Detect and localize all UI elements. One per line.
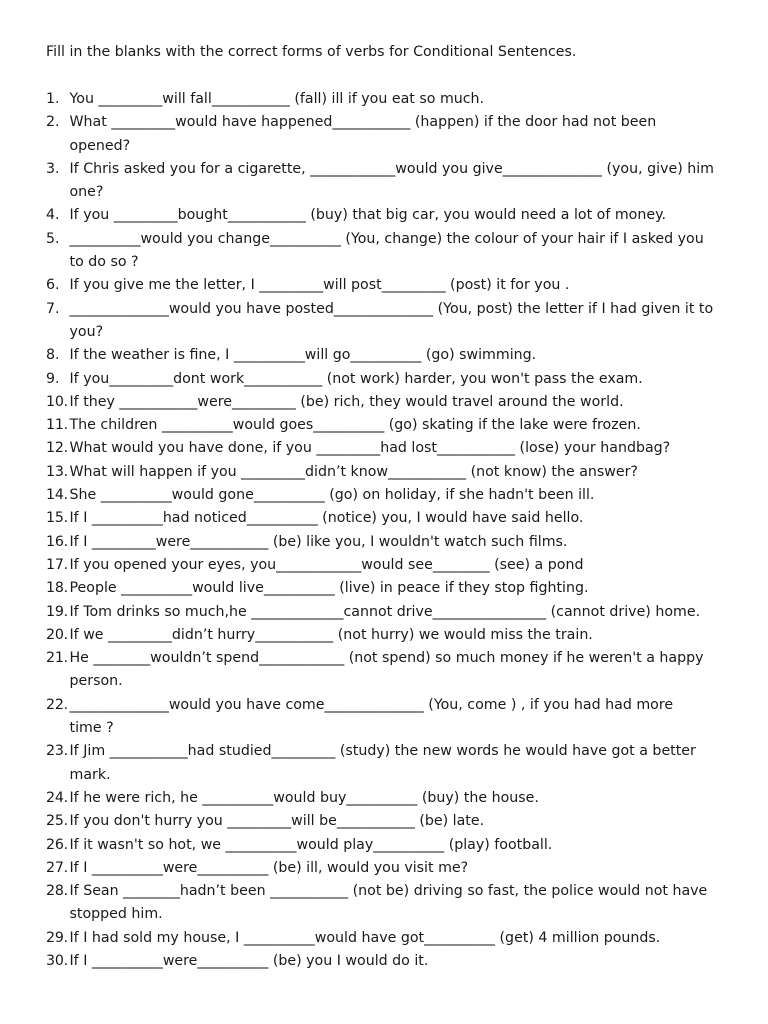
item-text-continued: one? — [69, 184, 104, 201]
item-text-continued: stopped him. — [69, 906, 163, 923]
exercise-item — [46, 554, 726, 577]
item-text: If I had sold my house, I __________would have got__________ (get) 4 million pounds. — [69, 929, 661, 946]
item-text: If he were rich, he __________would buy__________ (buy) the house. — [69, 789, 539, 806]
item-text: ______________would you have come______________ (You, come ) , if you had had more — [69, 696, 674, 713]
item-text: If you don't hurry you _________will be___________ (be) late. — [69, 813, 485, 830]
item-text: If I _________were___________ (be) like you, I wouldn't watch such films. — [69, 533, 568, 550]
exercise-item — [46, 484, 726, 507]
exercise-item — [46, 88, 726, 111]
item-number: 12. — [46, 440, 68, 457]
instructions: Fill in the blanks with the correct forms of verbs for Conditional Sentences. — [46, 44, 577, 60]
item-number: 11. — [46, 417, 68, 434]
exercise-item — [46, 344, 726, 367]
item-text: If we _________didn’t hurry___________ (not hurry) we would miss the train. — [69, 626, 593, 643]
item-text: If you _________bought___________ (buy) that big car, you would need a lot of money. — [69, 207, 666, 224]
exercise-item — [46, 577, 726, 600]
exercise-item — [46, 950, 726, 973]
item-text-continued: mark. — [69, 766, 111, 783]
item-number: 8. — [46, 347, 60, 364]
item-number: 10. — [46, 393, 68, 410]
item-text: She __________would gone__________ (go) on holiday, if she hadn't been ill. — [69, 487, 595, 504]
item-text: People __________would live__________ (live) in peace if they stop fighting. — [69, 580, 589, 597]
item-text: __________would you change__________ (You, change) the colour of your hair if I asked you — [69, 230, 704, 247]
item-number: 15. — [46, 510, 68, 527]
exercise-item — [46, 624, 726, 647]
item-text: If I __________had noticed__________ (notice) you, I would have said hello. — [69, 510, 584, 527]
exercise-item — [46, 601, 726, 624]
exercise-item — [46, 810, 726, 833]
exercise-item — [46, 158, 726, 205]
item-text: What would you have done, if you _________had lost___________ (lose) your handbag? — [69, 440, 671, 457]
item-text-continued: opened? — [69, 137, 131, 154]
exercise-item — [46, 507, 726, 530]
item-text: If Tom drinks so much,he _____________cannot drive________________ (cannot drive) home. — [69, 603, 701, 620]
exercise-item — [46, 647, 726, 694]
item-number: 30. — [46, 952, 68, 969]
item-number: 22. — [46, 696, 68, 713]
item-number: 2. — [46, 114, 60, 131]
item-number: 24. — [46, 789, 68, 806]
item-text: If I __________were__________ (be) you I would do it. — [69, 952, 429, 969]
item-number: 1. — [46, 91, 60, 107]
item-text: If Jim ___________had studied_________ (study) the new words he would have got a better — [69, 743, 696, 760]
item-number: 7. — [46, 300, 60, 317]
item-number: 16. — [46, 533, 68, 550]
item-number: 20. — [46, 626, 68, 643]
item-number: 6. — [46, 277, 60, 294]
exercise-item — [46, 437, 726, 460]
exercise-list — [46, 88, 726, 973]
item-text: He ________wouldn’t spend____________ (not spend) so much money if he weren't a happy — [69, 650, 704, 667]
exercise-item — [46, 414, 726, 437]
exercise-item — [46, 531, 726, 554]
exercise-item — [46, 298, 726, 345]
item-text: What will happen if you _________didn’t know___________ (not know) the answer? — [69, 463, 638, 480]
item-number: 4. — [46, 207, 60, 224]
exercise-item — [46, 740, 726, 787]
item-number: 5. — [46, 230, 60, 247]
item-text: ______________would you have posted______________ (You, post) the letter if I had given it to — [69, 300, 714, 317]
item-number: 18. — [46, 580, 68, 597]
exercise-item — [46, 834, 726, 857]
item-number: 27. — [46, 859, 68, 876]
item-text-continued: to do so ? — [69, 254, 139, 271]
exercise-item — [46, 694, 726, 741]
item-number: 17. — [46, 556, 68, 573]
item-text-continued: you? — [69, 323, 104, 340]
item-text: If they ___________were_________ (be) rich, they would travel around the world. — [69, 393, 624, 410]
item-text-continued: person. — [69, 673, 123, 690]
exercise-item — [46, 204, 726, 227]
item-text: If you_________dont work___________ (not work) harder, you won't pass the exam. — [69, 370, 643, 387]
item-text: You _________will fall___________ (fall) ill if you eat so much. — [69, 91, 485, 107]
item-number: 21. — [46, 650, 68, 667]
item-number: 28. — [46, 883, 68, 900]
item-number: 9. — [46, 370, 60, 387]
item-text: If I __________were__________ (be) ill, would you visit me? — [69, 859, 469, 876]
item-number: 29. — [46, 929, 68, 946]
exercise-item — [46, 391, 726, 414]
item-text-continued: time ? — [69, 720, 114, 737]
item-number: 25. — [46, 813, 68, 830]
item-number: 13. — [46, 463, 68, 480]
item-text: If the weather is fine, I __________will go__________ (go) swimming. — [69, 347, 537, 364]
exercise-item — [46, 274, 726, 297]
exercise-item — [46, 787, 726, 810]
exercise-item — [46, 927, 726, 950]
exercise-item — [46, 111, 726, 158]
item-text: What _________would have happened___________ (happen) if the door had not been — [69, 114, 657, 131]
exercise-item — [46, 857, 726, 880]
exercise-item — [46, 880, 726, 927]
item-number: 19. — [46, 603, 68, 620]
item-number: 14. — [46, 487, 68, 504]
exercise-item — [46, 228, 726, 275]
item-number: 23. — [46, 743, 68, 760]
item-text: If Sean ________hadn’t been ___________ (not be) driving so fast, the police would not have — [69, 883, 708, 900]
item-number: 3. — [46, 160, 60, 177]
exercise-item — [46, 461, 726, 484]
item-text: If you opened your eyes, you____________would see________ (see) a pond — [69, 556, 584, 573]
item-text: The children __________would goes__________ (go) skating if the lake were frozen. — [69, 417, 641, 434]
item-text: If it wasn't so hot, we __________would play__________ (play) football. — [69, 836, 553, 853]
exercise-item — [46, 368, 726, 391]
item-text: If you give me the letter, I _________will post_________ (post) it for you . — [69, 277, 570, 294]
item-text: If Chris asked you for a cigarette, ____________would you give______________ (you, give) him — [69, 160, 714, 177]
item-number: 26. — [46, 836, 68, 853]
